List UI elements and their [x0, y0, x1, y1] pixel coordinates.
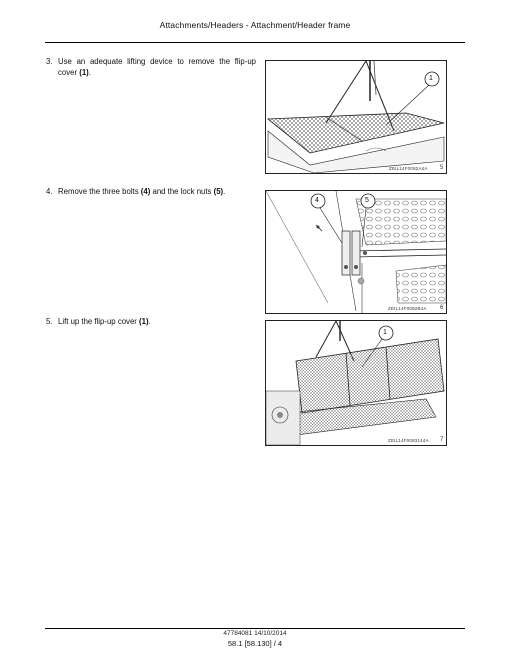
step-number: 4.: [46, 187, 53, 196]
step-text-part: .: [148, 317, 151, 326]
figure-number: 6: [440, 305, 444, 311]
step-5: [46, 317, 256, 328]
part-reference: (5): [213, 187, 224, 196]
step-number: 3.: [46, 57, 53, 66]
figure-code: ZEIL14F0082A4A: [389, 166, 428, 171]
step-text-part: Remove the three bolts: [58, 187, 141, 196]
figure-6-image: [265, 190, 447, 314]
callout-label: 1: [383, 329, 387, 336]
step-text-part: Use an adequate lifting device to remove the flip-up cover: [58, 57, 256, 77]
footer-document-number: 47784081 14/10/2014: [223, 630, 287, 637]
step-text-part: and the lock nuts: [150, 187, 214, 196]
page-header-title: Attachments/Headers - Attachment/Header frame: [159, 20, 351, 30]
footer-page-reference: 58.1 [58.130] / 4: [227, 639, 283, 648]
figure-number: 7: [440, 437, 444, 443]
figure-code: ZEIL14F0083144A: [388, 438, 429, 443]
part-reference: (1): [139, 317, 149, 326]
footer-divider: [45, 628, 465, 629]
figure-5-image: [265, 60, 447, 174]
callout-label: 1: [429, 75, 433, 82]
header-divider: [45, 42, 465, 43]
callout-label: 4: [315, 197, 319, 204]
figure-number: 5: [440, 165, 444, 171]
step-text: [58, 57, 256, 78]
figure-7-image: [265, 320, 447, 446]
part-reference: (1): [79, 67, 89, 77]
callout-label: 5: [365, 197, 369, 204]
figure-code: ZEIL14F0082B4A: [388, 306, 427, 311]
step-text-part: .: [223, 187, 226, 196]
step-text: [58, 187, 256, 198]
step-3: [46, 57, 256, 78]
step-number: 5.: [46, 317, 53, 326]
part-reference: (4): [140, 187, 151, 196]
step-4: [46, 187, 256, 198]
step-text-part: .: [88, 67, 91, 77]
step-text-part: Lift up the flip-up cover: [58, 317, 140, 326]
step-text: [58, 317, 256, 328]
